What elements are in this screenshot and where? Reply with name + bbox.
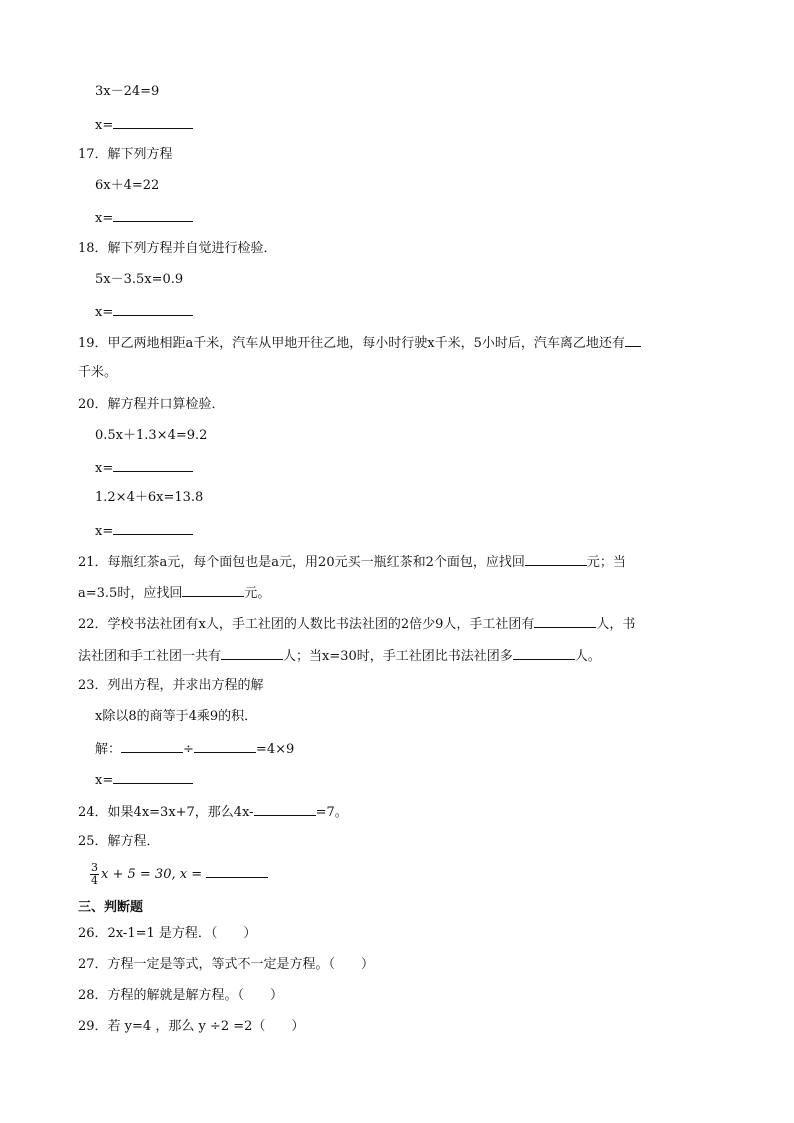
answer-blank[interactable] <box>194 740 256 753</box>
question-text: 方程一定是等式，等式不一定是方程。（ ） <box>107 957 375 972</box>
answer-line <box>95 459 193 477</box>
equation-text: x + 5 = 30, x = <box>101 867 207 882</box>
question-text: 如果4x=3x+7，那么4x- <box>107 805 254 820</box>
question-text: 解方程并口算检验． <box>107 397 225 412</box>
answer-blank[interactable] <box>221 647 283 660</box>
answer-line <box>95 771 193 789</box>
answer-blank[interactable] <box>113 116 193 129</box>
question-number: 19． <box>78 336 108 351</box>
question-text: 每瓶红茶a元，每个面包也是a元，用20元买一瓶红茶和2个面包，应找回 <box>107 555 525 570</box>
question-number: 21． <box>78 555 108 570</box>
question-number: 28． <box>78 988 108 1003</box>
fraction-equation <box>90 862 268 887</box>
answer-prefix: x= <box>95 524 114 539</box>
question-27 <box>78 957 374 973</box>
question-text: 解下列方程并自觉进行检验． <box>107 241 277 256</box>
answer-blank[interactable] <box>113 303 193 316</box>
answer-prefix: x= <box>95 118 114 133</box>
question-number: 22． <box>78 617 108 632</box>
question-text: =7。 <box>315 805 348 820</box>
answer-blank[interactable] <box>625 334 641 347</box>
question-17 <box>78 147 173 163</box>
question-number: 25． <box>78 834 108 849</box>
question-text: 学校书法社团有x人，手工社团的人数比书法社团的2倍少9人，手工社团有 <box>107 617 535 632</box>
question-21-cont <box>78 584 270 602</box>
equation-text: 0.5x＋1.3×4=9.2 <box>95 428 208 443</box>
answer-blank[interactable] <box>113 522 193 535</box>
equation-text: 5x－3.5x=0.9 <box>95 272 184 287</box>
answer-blank[interactable] <box>182 584 244 597</box>
question-number: 17． <box>78 147 108 162</box>
question-22 <box>78 615 635 633</box>
solve-line <box>95 740 294 758</box>
question-28 <box>78 988 283 1004</box>
question-29 <box>78 1019 304 1035</box>
question-number: 26． <box>78 926 108 941</box>
answer-prefix: x= <box>95 305 114 320</box>
question-22-cont <box>78 647 601 665</box>
question-text: 2x-1=1 是方程．（ ） <box>107 926 257 941</box>
answer-line <box>95 303 193 321</box>
equation-text: 3x－24=9 <box>95 84 160 99</box>
question-text: 人；当x=30时，手工社团比书法社团多 <box>283 649 513 664</box>
question-text: 人。 <box>574 649 601 664</box>
question-number: 27． <box>78 957 108 972</box>
question-number: 18． <box>78 241 108 256</box>
answer-blank[interactable] <box>525 553 587 566</box>
solve-prefix: 解： <box>95 742 122 757</box>
answer-blank[interactable] <box>254 803 316 816</box>
answer-line <box>95 522 193 540</box>
answer-blank[interactable] <box>534 615 596 628</box>
question-26 <box>78 926 256 942</box>
answer-prefix: x= <box>95 461 114 476</box>
question-text: 甲乙两地相距a千米，汽车从甲地开往乙地，每小时行驶x千米，5小时后，汽车离乙地还有 <box>107 336 625 351</box>
answer-line <box>95 116 193 134</box>
answer-blank[interactable] <box>513 647 575 660</box>
question-text: 元；当 <box>586 555 626 570</box>
question-number: 29． <box>78 1019 108 1034</box>
question-21 <box>78 553 626 571</box>
answer-blank[interactable] <box>113 459 193 472</box>
question-text: 若 y=4 ，那么 y ÷2 =2（ ） <box>107 1019 305 1034</box>
answer-prefix: x= <box>95 211 114 226</box>
fraction-denominator: 4 <box>91 874 98 887</box>
question-text: a=3.5时，应找回 <box>78 586 183 601</box>
question-text: 列出方程，并求出方程的解 <box>107 678 264 693</box>
fraction <box>90 862 99 887</box>
question-19 <box>78 334 641 352</box>
question-text: 方程的解就是解方程。（ ） <box>107 988 284 1003</box>
question-23 <box>78 678 264 694</box>
answer-line <box>95 209 193 227</box>
section-heading: 三、判断题 <box>78 900 144 915</box>
question-number: 24． <box>78 805 108 820</box>
divide-sign: ÷ <box>183 742 194 757</box>
question-23-sub: x除以8的商等于4乘9的积． <box>95 709 258 724</box>
question-text: 人，书 <box>596 617 636 632</box>
question-24 <box>78 803 348 821</box>
answer-blank[interactable] <box>121 740 183 753</box>
equation-text: 6x＋4=22 <box>95 178 160 193</box>
answer-blank[interactable] <box>206 865 268 878</box>
answer-blank[interactable] <box>113 209 193 222</box>
question-18 <box>78 241 277 257</box>
question-20 <box>78 397 225 413</box>
question-25 <box>78 834 160 850</box>
answer-prefix: x= <box>95 773 114 788</box>
question-number: 20． <box>78 397 108 412</box>
fraction-numerator: 3 <box>91 861 98 874</box>
answer-blank[interactable] <box>113 771 193 784</box>
question-number: 23． <box>78 678 108 693</box>
question-text: 元。 <box>244 586 271 601</box>
question-text: 解下列方程 <box>107 147 173 162</box>
question-text: 解方程． <box>107 834 160 849</box>
question-19-cont: 千米。 <box>78 365 118 380</box>
equation-text: 1.2×4＋6x=13.8 <box>95 490 204 505</box>
solve-suffix: =4×9 <box>255 742 295 757</box>
question-text: 法社团和手工社团一共有 <box>78 649 222 664</box>
